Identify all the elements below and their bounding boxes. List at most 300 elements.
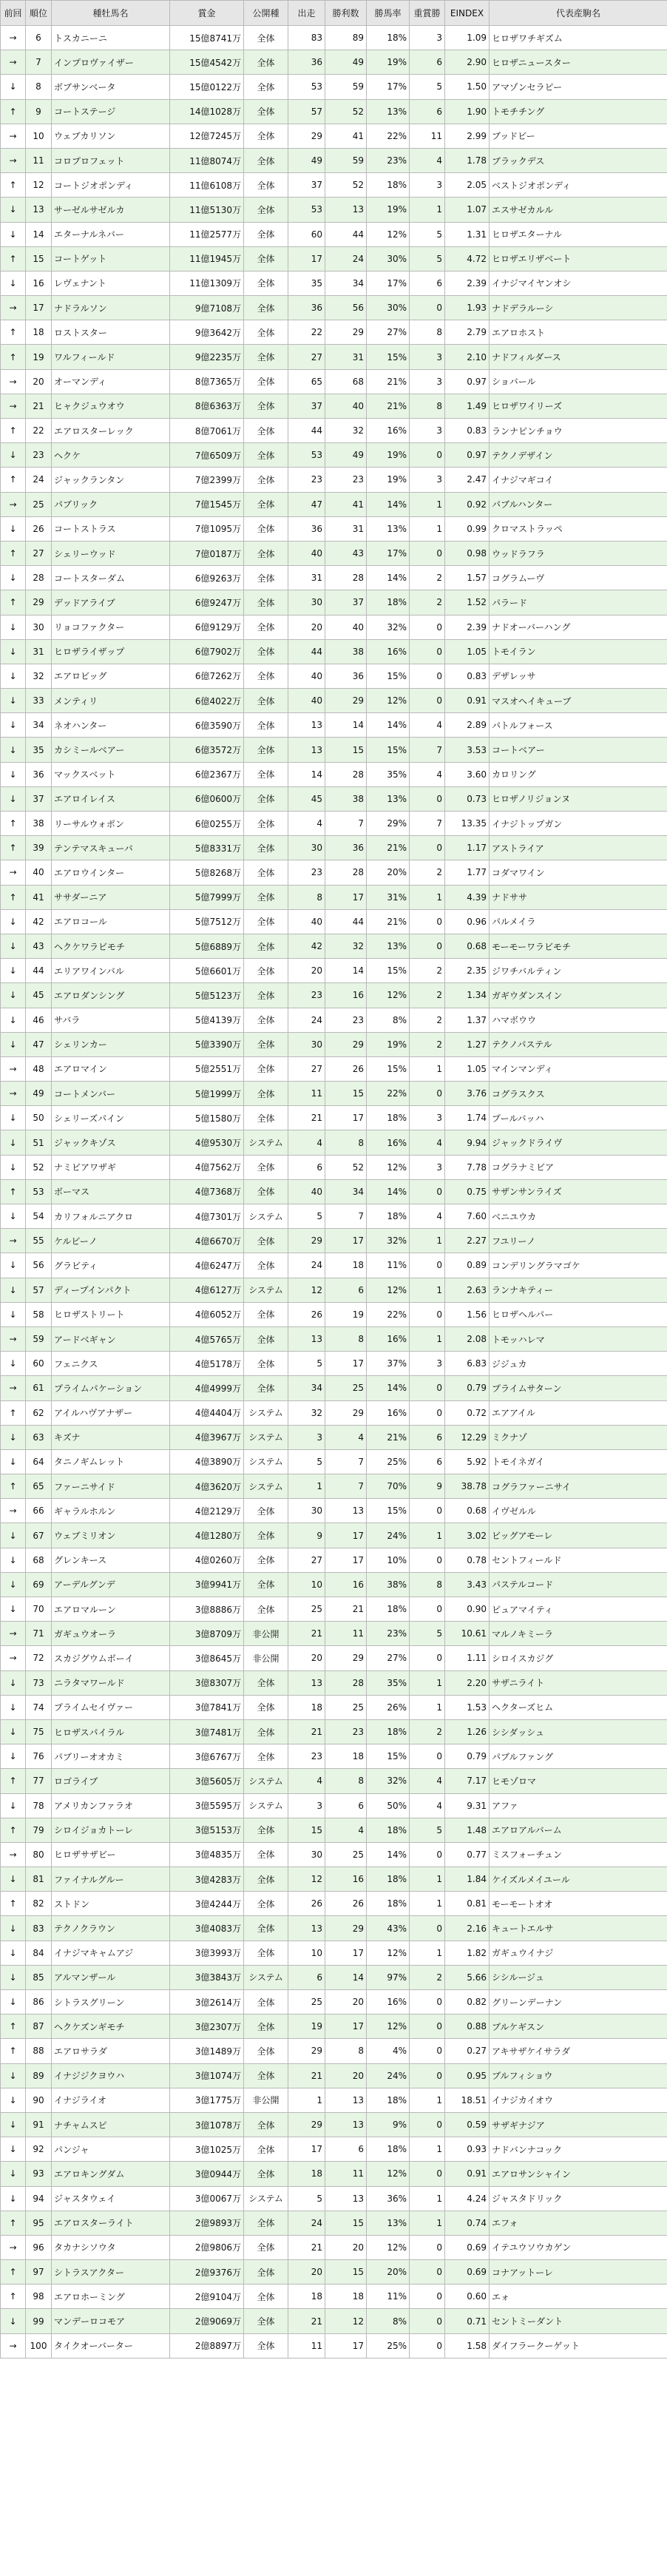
win-rate-cell: 16%	[367, 1130, 410, 1155]
representative-offspring-link[interactable]: サザンサンライズ	[490, 1179, 667, 1204]
representative-offspring-link[interactable]: シロイスカジグ	[490, 1646, 667, 1670]
stallion-name-link[interactable]: プライムパケーション	[52, 1376, 170, 1400]
representative-offspring-link[interactable]: フユリーノ	[490, 1229, 667, 1253]
representative-offspring-link[interactable]: エフォ	[490, 2211, 667, 2235]
stallion-name-link[interactable]: ストドン	[52, 1892, 170, 1916]
prize-cell: 6億7262万	[170, 664, 244, 688]
wins-cell: 17	[325, 1548, 367, 1572]
public-type-cell: 全体	[244, 1302, 288, 1326]
stallion-name-link[interactable]: エアロビッグ	[52, 664, 170, 688]
representative-offspring-link[interactable]: ナドササ	[490, 885, 667, 909]
representative-offspring-link[interactable]: ヘクターズヒム	[490, 1695, 667, 1719]
wins-cell: 13	[325, 2186, 367, 2211]
rank-cell: 92	[26, 2137, 52, 2162]
stallion-name-link[interactable]: メンティリ	[52, 689, 170, 713]
rank-cell: 64	[26, 1449, 52, 1474]
stallion-name-link[interactable]: エアロダンシング	[52, 983, 170, 1008]
table-row	[1, 516, 667, 541]
stallion-name-link[interactable]: ヒロザサザビー	[52, 1842, 170, 1867]
table-row	[1, 983, 667, 1008]
representative-offspring-link[interactable]: マスオヘイキューブ	[490, 689, 667, 713]
representative-offspring-link[interactable]: パブルファング	[490, 1744, 667, 1769]
stallion-name-link[interactable]: コートストラス	[52, 516, 170, 541]
header-prev-rank[interactable]: 前回	[1, 1, 26, 26]
representative-offspring-link[interactable]: イナジマイヤンオシ	[490, 271, 667, 295]
trend-arrow-icon: ↑	[1, 1769, 26, 1793]
representative-offspring-link[interactable]: イヴゼルル	[490, 1499, 667, 1523]
stallion-name-link[interactable]: アメリカンファラオ	[52, 1793, 170, 1818]
stallion-name-link[interactable]: カシミールベアー	[52, 738, 170, 762]
stallion-name-link[interactable]: ヒロザスパイラル	[52, 1719, 170, 1744]
public-type-cell: システム	[244, 1769, 288, 1793]
rank-cell: 98	[26, 2285, 52, 2309]
representative-offspring-link[interactable]: パステルコード	[490, 1572, 667, 1596]
prize-cell: 6億9129万	[170, 615, 244, 639]
win-rate-cell: 14%	[367, 713, 410, 738]
stallion-name-link[interactable]: ナミビアワザギ	[52, 1155, 170, 1179]
stallion-name-link[interactable]: エリアワインバル	[52, 959, 170, 983]
representative-offspring-link[interactable]: ダイフラークーゲット	[490, 2333, 667, 2358]
eindex-cell: 0.92	[445, 492, 490, 516]
stallion-name-link[interactable]: シェリーズパイン	[52, 1106, 170, 1130]
stallion-name-link[interactable]: ウェブカリソン	[52, 124, 170, 148]
stallion-name-link[interactable]: スカジグウムボーイ	[52, 1646, 170, 1670]
representative-offspring-link[interactable]: ピュアマイティ	[490, 1597, 667, 1622]
stallion-name-link[interactable]: ディープインパクト	[52, 1278, 170, 1302]
stallion-name-link[interactable]: パンジャ	[52, 2137, 170, 2162]
prize-cell: 4億6052万	[170, 1302, 244, 1326]
starts-cell: 22	[288, 320, 325, 345]
graded-wins-cell: 0	[410, 2014, 445, 2039]
prize-cell: 3億5153万	[170, 1818, 244, 1842]
table-row	[1, 1155, 667, 1179]
win-rate-cell: 14%	[367, 1842, 410, 1867]
representative-offspring-link[interactable]: コンデリングラマゴケ	[490, 1253, 667, 1278]
stallion-name-link[interactable]: リーサルウォポン	[52, 812, 170, 836]
representative-offspring-link[interactable]: ショバール	[490, 369, 667, 394]
table-row	[1, 1769, 667, 1793]
graded-wins-cell: 3	[410, 468, 445, 492]
stallion-name-link[interactable]: テクノクラウン	[52, 1916, 170, 1941]
win-rate-cell: 23%	[367, 148, 410, 172]
stallion-name-link[interactable]: ジャックランタン	[52, 468, 170, 492]
representative-offspring-link[interactable]: ナドバンナコック	[490, 2137, 667, 2162]
stallion-name-link[interactable]: テンテマスキューバ	[52, 836, 170, 860]
stallion-name-link[interactable]: アーデルグンデ	[52, 1572, 170, 1596]
stallion-name-link[interactable]: ガギュウオーラ	[52, 1622, 170, 1646]
representative-offspring-link[interactable]: キュートエルサ	[490, 1916, 667, 1941]
stallion-name-link[interactable]: サバラ	[52, 1008, 170, 1032]
representative-offspring-link[interactable]: コナアットーレ	[490, 2260, 667, 2285]
stallion-name-link[interactable]: オーマンディ	[52, 369, 170, 394]
representative-offspring-link[interactable]: トモイラン	[490, 639, 667, 664]
wins-cell: 36	[325, 836, 367, 860]
representative-offspring-link[interactable]: グリーンデーナン	[490, 1990, 667, 2014]
rank-cell: 41	[26, 885, 52, 909]
win-rate-cell: 18%	[367, 590, 410, 615]
wins-cell: 25	[325, 1376, 367, 1400]
wins-cell: 41	[325, 492, 367, 516]
stallion-name-link[interactable]: グラビティ	[52, 1253, 170, 1278]
stallion-name-link[interactable]: ボブサンベータ	[52, 75, 170, 99]
representative-offspring-link[interactable]: ナドオーバーハング	[490, 615, 667, 639]
representative-offspring-link[interactable]: カロリング	[490, 762, 667, 786]
stallion-name-link[interactable]: ケルビーノ	[52, 1229, 170, 1253]
stallion-name-link[interactable]: アルマンザール	[52, 1965, 170, 1989]
stallion-name-link[interactable]: エアロイレイス	[52, 786, 170, 811]
table-row	[1, 1548, 667, 1572]
starts-cell: 5	[288, 1204, 325, 1229]
header-rank[interactable]: 順位	[26, 1, 52, 26]
representative-offspring-link[interactable]: コグラムーヴ	[490, 566, 667, 590]
trend-arrow-icon: ↓	[1, 443, 26, 468]
representative-offspring-link[interactable]: ハマボウウ	[490, 1008, 667, 1032]
representative-offspring-link[interactable]: テクノパステル	[490, 1032, 667, 1056]
representative-offspring-link[interactable]: マインマンディ	[490, 1056, 667, 1081]
representative-offspring-link[interactable]: イナジマギコイ	[490, 468, 667, 492]
stallion-name-link[interactable]: ギャラルホルン	[52, 1499, 170, 1523]
representative-offspring-link[interactable]: ナドフィルダース	[490, 345, 667, 369]
representative-offspring-link[interactable]: コグラファーニサイ	[490, 1474, 667, 1499]
stallion-name-link[interactable]: エアロスターライト	[52, 2211, 170, 2235]
stallion-name-link[interactable]: リョコファクター	[52, 615, 170, 639]
representative-offspring-link[interactable]: コグラナミビア	[490, 1155, 667, 1179]
table-row	[1, 1646, 667, 1670]
eindex-cell: 1.82	[445, 1941, 490, 1965]
win-rate-cell: 19%	[367, 1032, 410, 1056]
win-rate-cell: 14%	[367, 566, 410, 590]
stallion-name-link[interactable]: ロストスター	[52, 320, 170, 345]
representative-offspring-link[interactable]: アストライア	[490, 836, 667, 860]
stallion-name-link[interactable]: ファイナルグルー	[52, 1867, 170, 1892]
stallion-name-link[interactable]: ナドラルソン	[52, 296, 170, 320]
stallion-name-link[interactable]: パブリック	[52, 492, 170, 516]
representative-offspring-link[interactable]: コグラスクス	[490, 1082, 667, 1106]
representative-offspring-link[interactable]: セントミーダント	[490, 2309, 667, 2333]
starts-cell: 53	[288, 198, 325, 222]
stallion-name-link[interactable]: イナジマキャムアジ	[52, 1941, 170, 1965]
representative-offspring-link[interactable]: サザギナジア	[490, 2112, 667, 2137]
header-public-type[interactable]: 公開種	[244, 1, 288, 26]
wins-cell: 34	[325, 271, 367, 295]
stallion-name-link[interactable]: インプロヴァイザー	[52, 50, 170, 75]
representative-offspring-link[interactable]: デザレッサ	[490, 664, 667, 688]
win-rate-cell: 35%	[367, 1670, 410, 1695]
stallion-name-link[interactable]: コートスターダム	[52, 566, 170, 590]
representative-offspring-link[interactable]: ヒロザワチギズム	[490, 26, 667, 50]
stallion-name-link[interactable]: レヴェナント	[52, 271, 170, 295]
representative-offspring-link[interactable]: トモチチング	[490, 99, 667, 124]
starts-cell: 40	[288, 689, 325, 713]
header-stallion-name[interactable]: 種牡馬名	[52, 1, 170, 26]
stallion-name-link[interactable]: ヘクケズンギモチ	[52, 2014, 170, 2039]
representative-offspring-link[interactable]: プールバッハ	[490, 1106, 667, 1130]
table-row	[1, 1622, 667, 1646]
representative-offspring-link[interactable]: エアロサンシャイン	[490, 2162, 667, 2186]
stallion-name-link[interactable]: コートステージ	[52, 99, 170, 124]
win-rate-cell: 19%	[367, 468, 410, 492]
representative-offspring-link[interactable]: ブルケギスン	[490, 2014, 667, 2039]
representative-offspring-link[interactable]: シシダッシュ	[490, 1719, 667, 1744]
rank-cell: 21	[26, 394, 52, 418]
stallion-name-link[interactable]: キズナ	[52, 1425, 170, 1449]
stallion-name-link[interactable]: ヒャクジュウオウ	[52, 394, 170, 418]
stallion-name-link[interactable]: フェニクス	[52, 1352, 170, 1376]
public-type-cell: 全体	[244, 2260, 288, 2285]
stallion-name-link[interactable]: ナチャムスピ	[52, 2112, 170, 2137]
representative-offspring-link[interactable]: ミクナゾ	[490, 1425, 667, 1449]
representative-offspring-link[interactable]: プライムサターン	[490, 1376, 667, 1400]
representative-offspring-link[interactable]: ブラックデス	[490, 148, 667, 172]
table-row	[1, 296, 667, 320]
public-type-cell: システム	[244, 1204, 288, 1229]
trend-arrow-icon: ↓	[1, 713, 26, 738]
prize-cell: 2億9806万	[170, 2235, 244, 2259]
stallion-name-link[interactable]: ヒロザストリート	[52, 1302, 170, 1326]
stallion-name-link[interactable]: サーゼルサゼルカ	[52, 198, 170, 222]
stallion-name-link[interactable]: コートメンバー	[52, 1082, 170, 1106]
representative-offspring-link[interactable]: パブルハンター	[490, 492, 667, 516]
trend-arrow-icon: →	[1, 2235, 26, 2259]
eindex-cell: 6.83	[445, 1352, 490, 1376]
stallion-name-link[interactable]: ササダーニア	[52, 885, 170, 909]
stallion-name-link[interactable]: タイクオーバーター	[52, 2333, 170, 2358]
representative-offspring-link[interactable]: パルメイラ	[490, 909, 667, 934]
representative-offspring-link[interactable]: アファ	[490, 1793, 667, 1818]
stallion-name-link[interactable]: ジャスタウェイ	[52, 2186, 170, 2211]
stallion-name-link[interactable]: ボーマス	[52, 1179, 170, 1204]
representative-offspring-link[interactable]: エォ	[490, 2285, 667, 2309]
stallion-name-link[interactable]: エターナルネバー	[52, 222, 170, 246]
wins-cell: 20	[325, 2235, 367, 2259]
prize-cell: 8億6363万	[170, 394, 244, 418]
win-rate-cell: 14%	[367, 1376, 410, 1400]
rank-cell: 54	[26, 1204, 52, 1229]
starts-cell: 40	[288, 541, 325, 565]
representative-offspring-link[interactable]: ブルフィショウ	[490, 2063, 667, 2088]
win-rate-cell: 14%	[367, 492, 410, 516]
stallion-name-link[interactable]: マックスベット	[52, 762, 170, 786]
starts-cell: 21	[288, 2063, 325, 2088]
representative-offspring-link[interactable]: エアロホスト	[490, 320, 667, 345]
public-type-cell: 全体	[244, 468, 288, 492]
representative-offspring-link[interactable]: ベニユウカ	[490, 1204, 667, 1229]
representative-offspring-link[interactable]: コダマワイン	[490, 860, 667, 885]
stallion-name-link[interactable]: ヘクケワラビモチ	[52, 934, 170, 958]
representative-offspring-link[interactable]: サザニライト	[490, 1670, 667, 1695]
representative-offspring-link[interactable]: ヒロザニュースター	[490, 50, 667, 75]
table-row	[1, 1670, 667, 1695]
eindex-cell: 2.05	[445, 173, 490, 198]
public-type-cell: 全体	[244, 1695, 288, 1719]
prize-cell: 4億6670万	[170, 1229, 244, 1253]
stallion-name-link[interactable]: デッドアライブ	[52, 590, 170, 615]
table-row	[1, 1695, 667, 1719]
representative-offspring-link[interactable]: モーモーワラビモチ	[490, 934, 667, 958]
representative-offspring-link[interactable]: ガギウダンスイン	[490, 983, 667, 1008]
representative-offspring-link[interactable]: アキサザケイサラダ	[490, 2039, 667, 2063]
representative-offspring-link[interactable]: トモイネガイ	[490, 1449, 667, 1474]
representative-offspring-link[interactable]: コートベアー	[490, 738, 667, 762]
representative-offspring-link[interactable]: ヒロザエリザベート	[490, 246, 667, 271]
representative-offspring-link[interactable]: テクノデザイン	[490, 443, 667, 468]
representative-offspring-link[interactable]: エアロアルバーム	[490, 1818, 667, 1842]
representative-offspring-link[interactable]: イナジカイオウ	[490, 2088, 667, 2112]
representative-offspring-link[interactable]: ジャックドライヴ	[490, 1130, 667, 1155]
header-graded-wins[interactable]: 重賞勝	[410, 1, 445, 26]
stallion-name-link[interactable]: ウェブミリオン	[52, 1523, 170, 1548]
eindex-cell: 2.39	[445, 615, 490, 639]
stallion-name-link[interactable]: シェリーウッド	[52, 541, 170, 565]
representative-offspring-link[interactable]: ガギュウイナジ	[490, 1941, 667, 1965]
representative-offspring-link[interactable]: ケイズルメイユール	[490, 1867, 667, 1892]
representative-offspring-link[interactable]: ヒロザエターナル	[490, 222, 667, 246]
table-row	[1, 541, 667, 565]
representative-offspring-link[interactable]: クロマストラッペ	[490, 516, 667, 541]
stallion-name-link[interactable]: エアロマルーン	[52, 1597, 170, 1622]
representative-offspring-link[interactable]: セントフィールド	[490, 1548, 667, 1572]
header-wins[interactable]: 勝利数	[325, 1, 367, 26]
header-starts[interactable]: 出走	[288, 1, 325, 26]
public-type-cell: 全体	[244, 1867, 288, 1892]
starts-cell: 11	[288, 2333, 325, 2358]
rank-cell: 77	[26, 1769, 52, 1793]
stallion-name-link[interactable]: タニノギムレット	[52, 1449, 170, 1474]
stallion-name-link[interactable]: カリフォルニアクロ	[52, 1204, 170, 1229]
representative-offspring-link[interactable]: ヒロザワイリーズ	[490, 394, 667, 418]
stallion-name-link[interactable]: エアロマイン	[52, 1056, 170, 1081]
representative-offspring-link[interactable]: モーモートオオ	[490, 1892, 667, 1916]
stallion-name-link[interactable]: エアロキングダム	[52, 2162, 170, 2186]
stallion-name-link[interactable]: シロイジョカトーレ	[52, 1818, 170, 1842]
stallion-name-link[interactable]: コロプロフェット	[52, 148, 170, 172]
stallion-name-link[interactable]: シトラスグリーン	[52, 1990, 170, 2014]
public-type-cell: 全体	[244, 1842, 288, 1867]
representative-offspring-link[interactable]: アマゾンセラピー	[490, 75, 667, 99]
stallion-name-link[interactable]: シトラスアクター	[52, 2260, 170, 2285]
representative-offspring-link[interactable]: ミスフォーチュン	[490, 1842, 667, 1867]
representative-offspring-link[interactable]: ジャスタドリック	[490, 2186, 667, 2211]
stallion-name-link[interactable]: ロゴライブ	[52, 1769, 170, 1793]
stallion-name-link[interactable]: エアロサラダ	[52, 2039, 170, 2063]
stallion-name-link[interactable]: エアロスターレック	[52, 419, 170, 443]
stallion-name-link[interactable]: ワルフィールド	[52, 345, 170, 369]
trend-arrow-icon: ↑	[1, 2260, 26, 2285]
rank-cell: 45	[26, 983, 52, 1008]
stallion-name-link[interactable]: エアロホーミング	[52, 2285, 170, 2309]
trend-arrow-icon: ↓	[1, 1744, 26, 1769]
representative-offspring-link[interactable]: エアアイル	[490, 1400, 667, 1425]
header-eindex[interactable]: EINDEX	[445, 1, 490, 26]
eindex-cell: 0.82	[445, 1990, 490, 2014]
representative-offspring-link[interactable]: イナジトップガン	[490, 812, 667, 836]
representative-offspring-link[interactable]: シシルージュ	[490, 1965, 667, 1989]
representative-offspring-link[interactable]: トモッハレマ	[490, 1326, 667, 1351]
representative-offspring-link[interactable]: イテユウソウカゲン	[490, 2235, 667, 2259]
stallion-name-link[interactable]: グレンキース	[52, 1548, 170, 1572]
trend-arrow-icon: ↑	[1, 468, 26, 492]
representative-offspring-link[interactable]: ウッドラフラ	[490, 541, 667, 565]
stallion-name-link[interactable]: パブリーオオカミ	[52, 1744, 170, 1769]
representative-offspring-link[interactable]: ビッグアモーレ	[490, 1523, 667, 1548]
stallion-name-link[interactable]: トスカニーニ	[52, 26, 170, 50]
wins-cell: 21	[325, 1597, 367, 1622]
prize-cell: 6億7902万	[170, 639, 244, 664]
rank-cell: 17	[26, 296, 52, 320]
header-representative-offspring[interactable]: 代表産駒名	[490, 1, 667, 26]
representative-offspring-link[interactable]: ジジュカ	[490, 1352, 667, 1376]
stallion-name-link[interactable]: イナジライオ	[52, 2088, 170, 2112]
stallion-name-link[interactable]: イナジジクヨウハ	[52, 2063, 170, 2088]
representative-offspring-link[interactable]: ランナキティー	[490, 1278, 667, 1302]
header-win-rate[interactable]: 勝馬率	[367, 1, 410, 26]
stallion-name-link[interactable]: ヒロザライザップ	[52, 639, 170, 664]
table-row	[1, 1032, 667, 1056]
eindex-cell: 0.97	[445, 369, 490, 394]
stallion-name-link[interactable]: マンデーロコモア	[52, 2309, 170, 2333]
rank-cell: 83	[26, 1916, 52, 1941]
trend-arrow-icon: →	[1, 1499, 26, 1523]
public-type-cell: 全体	[244, 959, 288, 983]
representative-offspring-link[interactable]: ナドデラルーシ	[490, 296, 667, 320]
prize-cell: 2億9104万	[170, 2285, 244, 2309]
prize-cell: 3億5605万	[170, 1769, 244, 1793]
representative-offspring-link[interactable]: ベストジオポンディ	[490, 173, 667, 198]
wins-cell: 23	[325, 468, 367, 492]
representative-offspring-link[interactable]: マルノキミーラ	[490, 1622, 667, 1646]
starts-cell: 6	[288, 1155, 325, 1179]
representative-offspring-link[interactable]: パトルフォース	[490, 713, 667, 738]
stallion-name-link[interactable]: ジャックキゾス	[52, 1130, 170, 1155]
table-row	[1, 1425, 667, 1449]
trend-arrow-icon: ↓	[1, 1695, 26, 1719]
eindex-cell: 0.69	[445, 2235, 490, 2259]
rank-cell: 93	[26, 2162, 52, 2186]
stallion-name-link[interactable]: プライムセイヴァー	[52, 1695, 170, 1719]
representative-offspring-link[interactable]: ヒモゾロマ	[490, 1769, 667, 1793]
starts-cell: 20	[288, 1646, 325, 1670]
stallion-name-link[interactable]: アイルハヴアナザー	[52, 1400, 170, 1425]
representative-offspring-link[interactable]: ブッドビー	[490, 124, 667, 148]
table-row	[1, 812, 667, 836]
representative-offspring-link[interactable]: ヒロザヘルパー	[490, 1302, 667, 1326]
representative-offspring-link[interactable]: パラード	[490, 590, 667, 615]
trend-arrow-icon: ↓	[1, 2112, 26, 2137]
representative-offspring-link[interactable]: ヒロザノリジョンヌ	[490, 786, 667, 811]
stallion-name-link[interactable]: コートジオポンディ	[52, 173, 170, 198]
eindex-cell: 1.31	[445, 222, 490, 246]
table-row	[1, 2162, 667, 2186]
stallion-name-link[interactable]: タカナシソウタ	[52, 2235, 170, 2259]
header-prize[interactable]: 賞金	[170, 1, 244, 26]
stallion-name-link[interactable]: エアロウインター	[52, 860, 170, 885]
stallion-name-link[interactable]: エアロコール	[52, 909, 170, 934]
stallion-name-link[interactable]: ニラタマワールド	[52, 1670, 170, 1695]
representative-offspring-link[interactable]: エスサゼカルル	[490, 198, 667, 222]
stallion-name-link[interactable]: シェリンカー	[52, 1032, 170, 1056]
eindex-cell: 1.07	[445, 198, 490, 222]
graded-wins-cell: 1	[410, 1892, 445, 1916]
representative-offspring-link[interactable]: ランナピンチョウ	[490, 419, 667, 443]
representative-offspring-link[interactable]: ジワチバルティン	[490, 959, 667, 983]
eindex-cell: 0.75	[445, 1179, 490, 1204]
stallion-name-link[interactable]: アードベギャン	[52, 1326, 170, 1351]
stallion-name-link[interactable]: ファーニサイド	[52, 1474, 170, 1499]
stallion-name-link[interactable]: コートゲット	[52, 246, 170, 271]
graded-wins-cell: 0	[410, 541, 445, 565]
stallion-name-link[interactable]: ネオハンター	[52, 713, 170, 738]
stallion-name-link[interactable]: ヘクケ	[52, 443, 170, 468]
